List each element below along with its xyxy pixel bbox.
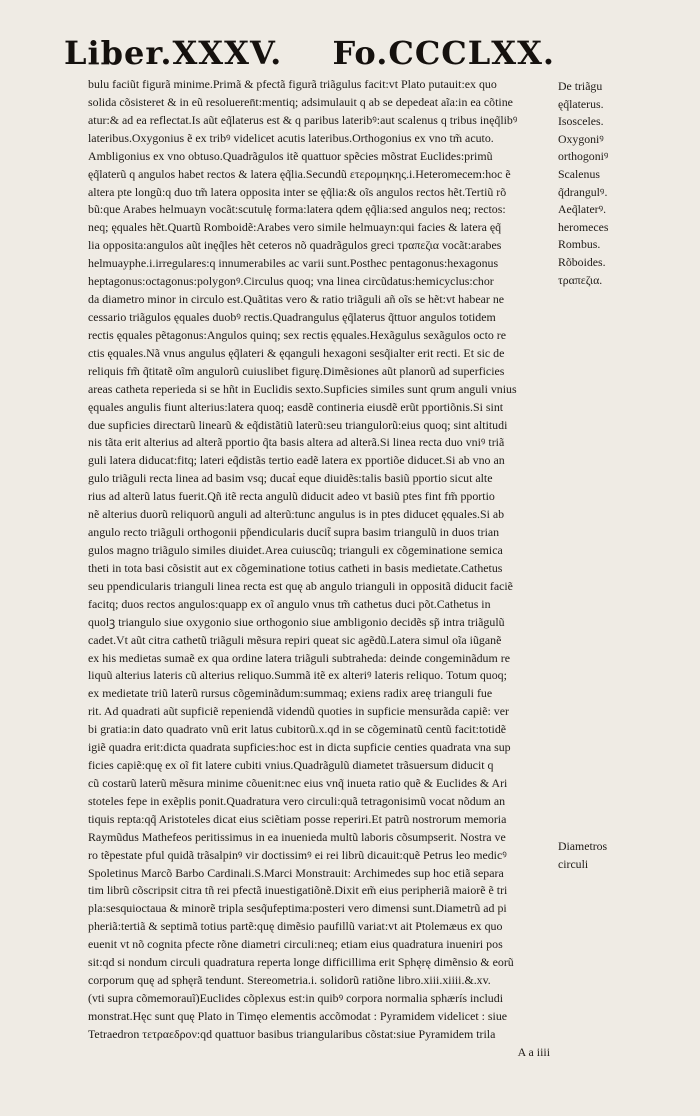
text-line: ęquales angulis fiunt alterius:latera quoq; easdẽ contineria eiusdẽ erũt pportiõnis.Si sint — [88, 399, 504, 414]
margin-note: orthogoniꝰ — [558, 149, 609, 164]
text-line: lia opposita:angulos aũt inęq̃les hẽt ceteros nõ quadrãgulos greci τραπεζια vocãt:arabes — [88, 238, 502, 253]
text-line: areas catheta reperieda si se hñt in Euclidis sexto.Supficies similes sunt qrum anguli vnius — [88, 381, 517, 396]
text-line: atur:& ad ea reflectat.Is aũt eq̃laterus est & q paribus lateribꝰ:aut scalenus q tribus inęq̃libꝰ — [88, 112, 518, 127]
text-line: neq; ęquales hẽt.Quartũ Romboidẽ:Arabes vero simile helmuayn:qui facies & latera ęq̃ — [88, 220, 502, 235]
text-line: corporum quę ad sphęrã tendunt. Stereometria.i. solidorũ ratiõne libro.xiii.xiiii.&.xv. — [88, 973, 491, 988]
text-line: stoteles fepe in exẽplis ponit.Quadratura vero circuli:quã tetragonisimũ vocat nõdum an — [88, 793, 506, 808]
margin-note: Scalenus — [558, 166, 600, 181]
text-line: ęq̃laterũ q angulos habet rectos & latera ęq̃lia.Secundũ ετερομηκης.i.Heteromecem:hoc ẽ — [88, 166, 511, 181]
text-line: igiẽ quadra erit:dicta quadrata supficies:hoc est in dicta supficie centies quadrata vna sup — [88, 740, 511, 755]
text-line: tim librũ cõscripsit citra tñ rei pfectã inuestigatiõnẽ.Dixit em̃ eius peripheriã maiorẽ ẽ tri — [88, 883, 508, 898]
margin-notes-bottom — [558, 838, 698, 873]
text-line: tiquis repta:qq̃ Aristoteles dicat eius sciẽtiam posse reperiri.Et patrũ nostrorum memoria — [88, 811, 507, 826]
text-line: angulo recto triãguli orthogonii pp̃endicularis ducit̃ supra basim triangulũ in duos trian — [88, 525, 500, 540]
text-line: lateribus.Oxygonius ẽ ex tribꝰ videlicet acutis lateribus.Orthogonius ex vno tm̃ acuto. — [88, 130, 494, 145]
margin-note: τραπεζια. — [558, 272, 603, 287]
text-line: cadet.Vt aũt citra cathetũ triãguli mẽsura repiri queat sic agẽdũ.Latera simul oĩa iũganẽ — [88, 632, 502, 647]
text-line: rius ad alterũ latus fuerit.Qñ itẽ recta angulũ diducit adeo vt basiũ ptes fint fm̃ pportio — [88, 489, 495, 504]
margin-note: Diametros — [558, 839, 608, 853]
text-line: solida cõsisteret & in eũ resolueren̄t:mentiq; adsimulauit q ab se depedeat aĩa:in ea cõtine — [88, 94, 513, 109]
text-line: da diametro minor in circulo est.Quãtitas vero & ratio triãguli añ oĩs se hẽt:vt habear ne — [88, 292, 505, 307]
text-line: ro tẽpestate pful quidã trãsalpinꝰ vir doctissimꝰ ei rei librũ dicauit:quẽ Petrus leo medicꝰ — [88, 847, 507, 862]
text-line: pla:sesquioctaua & minorẽ tripla sesq̃ufeptima:posteri vero dimensi sunt.Diametrũ ad pi — [88, 901, 507, 916]
text-line: reliquis fm̃ q̃titatẽ oĩm angulorũ cuiuslibet figurę.Dimẽsiones aũt planorũ ad superficies — [88, 363, 505, 378]
margin-note: Rombus. — [558, 237, 601, 252]
text-line: rit. Ad quadrati aũt supficiẽ repeniendã videndũ quoties in supficie mensurãda capiẽ: ver — [88, 704, 509, 719]
margin-notes-top — [558, 78, 698, 289]
text-line: heptagonus:octagonus:polygonꝰ.Circulus quoq; vna linea circũdatus:hemicyclus:chor — [88, 274, 494, 289]
margin-note: q̃drangulꝰ. — [558, 184, 608, 199]
text-line: sit:qd si nondum circuli quadratura reperta longe difficillima erit Sphęrę dimẽnsio & eorũ — [88, 955, 514, 970]
margin-note: Rõboides. — [558, 254, 606, 269]
text-line: quolꝫ triangulo siue oxygonio siue orthogonio siue ambligonio decidẽs sp̃ intra triãgulũ — [88, 614, 505, 629]
margin-note: De triãgu — [558, 79, 603, 93]
margin-note: Isosceles. — [558, 114, 604, 129]
margin-note: ęq̃laterus. — [558, 96, 604, 111]
text-line: nis tãta erit alterius ad alterã pportio q̃ta basis altera ad alterã.Si linea recta duo vniꝰ triã — [88, 435, 505, 450]
text-line: Ambligonius ex vno obtuso.Quadrãgulos itẽ quattuor spẽcies mõstrat Euclides:primũ — [88, 148, 493, 163]
text-line: cũ costarũ laterũ mẽsura minime cõuenit:nec eius vnq̃ inueta ratio quẽ & Euclides & Ari — [88, 775, 508, 790]
text-line: bulu faciũt figurã minime.Primã & pfectã figurã triãgulus facit:vt Plato putauit:ex quo — [88, 77, 497, 91]
text-line: euenit vt nõ cognita pfecte rõne diametri circuli:neq; etiam eius quadratura inueniri pos — [88, 937, 503, 952]
text-line: ficies capiẽ:quę ex oĩ fit latere cubiti vnius.Quadrãgulũ diametet trãsuersum diducit q — [88, 758, 494, 773]
text-line: monstrat.Hęc sunt quę Plato in Timęo elementis accõmodat : Pyramidem videlicet : siue — [88, 1008, 508, 1023]
text-line: rectis ęquales pẽtagonus:Angulos quinq; sex rectis ęquales.Hexãgulus sexãgulos octo re — [88, 327, 507, 342]
text-line: ex his medietas sumaẽ ex qua ordine latera triãguli subtraheda: deinde congeminãdum re — [88, 650, 510, 665]
text-line: guli latera diducat:fitq; lateri eq̃distãs tertio eadẽ latera ex pportiõe diducet.Si ab vno an — [88, 453, 505, 468]
text-line: due supficies directarũ linearũ & eq̃distãtiũ laterũ:seu triangulorũ:eius quoq; sint altitudi — [88, 417, 508, 432]
text-line: helmuayphe.i.irregulares:q innumerabiles ac varii sunt.Posthec pentagonus:hexagonus — [88, 256, 499, 271]
text-line: pheriã:tertiã & septimã totius partẽ:quę dimẽsio paufillũ variat:vt ait Ptolemæus ex quo — [88, 919, 503, 934]
main-text-block — [88, 76, 556, 1062]
text-line: (vti supra cõmemorauĩ)Euclides cõplexus est:in quibꝰ corpora normalia sphærís includi — [88, 991, 504, 1006]
running-header — [64, 34, 556, 78]
margin-note: heromeces — [558, 219, 609, 234]
text-line: Raymũdus Mathefeos peritissimus in ea inuenieda multũ laboris cõsumpserit. Nostra ve — [88, 829, 506, 844]
folio-number: Fo.CCCLXX. — [332, 34, 556, 72]
text-line: ex medietate triũ laterũ rursus cõgeminãdum:summaq; exiens radix areę trianguli fue — [88, 686, 493, 701]
text-line: altera pte longũ:q duo tm̃ latera opposita inter se ęq̃lia:& oĩs angulos rectos hẽt.Tertiũ rõ — [88, 184, 507, 199]
text-line: Spoletinus Marcõ Barbo Cardinali.S.Marci Monstrauit: Archimedes sup hoc etiã separa — [88, 865, 504, 880]
text-line: ctis ęquales.Nã vnus angulus ęq̃lateri & ęqanguli hexagoni sesq̃ialter erit recti. Et sic de — [88, 345, 505, 360]
text-line: gulos magno triãgulo similes diuidet.Area cuiuscũq; trianguli ex cõgeminatione semica — [88, 542, 503, 557]
signature-mark: A a iiii — [517, 1044, 550, 1059]
text-line: nẽ alterius duorũ reliquorũ anguli ad alterũ:tunc angulus is in ptes diducet ęquales.Si ab — [88, 507, 505, 522]
margin-note: Oxygoniꝰ — [558, 131, 604, 146]
text-line: bi gratia:in dato quadrato vnũ erit latus cubitorũ.x.qd in se cõgeminatũ centũ facit:totidẽ — [88, 722, 507, 737]
text-line: bũ:que Arabes helmuayn vocãt:scutulę forma:latera qdem ęq̃lia:sed angulos neq; rectos: — [88, 202, 506, 217]
text-line: theti in tota basi cõsistit aut ex cõgeminatione totius catheti in basis medietate.Cathetus — [88, 560, 503, 575]
margin-note: Aeq̃laterꝰ. — [558, 202, 607, 217]
text-line: facitq; duos rectos angulos:quapp ex oĩ angulo vnus tm̃ cathetus duci põt.Cathetus in — [88, 596, 491, 611]
text-line: cessario triãgulos ęquales duobꝰ rectis.Quadrangulus ęq̃laterus q̃ttuor angulos totidem — [88, 309, 496, 324]
book-number: Liber.XXXV. — [64, 34, 283, 72]
text-line: Tetraedron τετραεδρον:qd quattuor basibus triangularibus cõstat:siue Pyramidem trila — [88, 1026, 496, 1041]
text-line: seu ppendicularis trianguli linea recta est quę ab angulo trianguli in oppositã diducit faciẽ — [88, 578, 513, 593]
text-line: liquũ alterius lateris cũ alterius reliquo.Summã itẽ ex alteriꝰ lateris reliquo. Totum quoq; — [88, 668, 507, 683]
text-line: gulo triãguli recta linea ad basim vsq; ducaṫ eque diuidẽs:talis basiũ pportio sicut alte — [88, 471, 493, 486]
margin-note: circuli — [558, 856, 589, 871]
